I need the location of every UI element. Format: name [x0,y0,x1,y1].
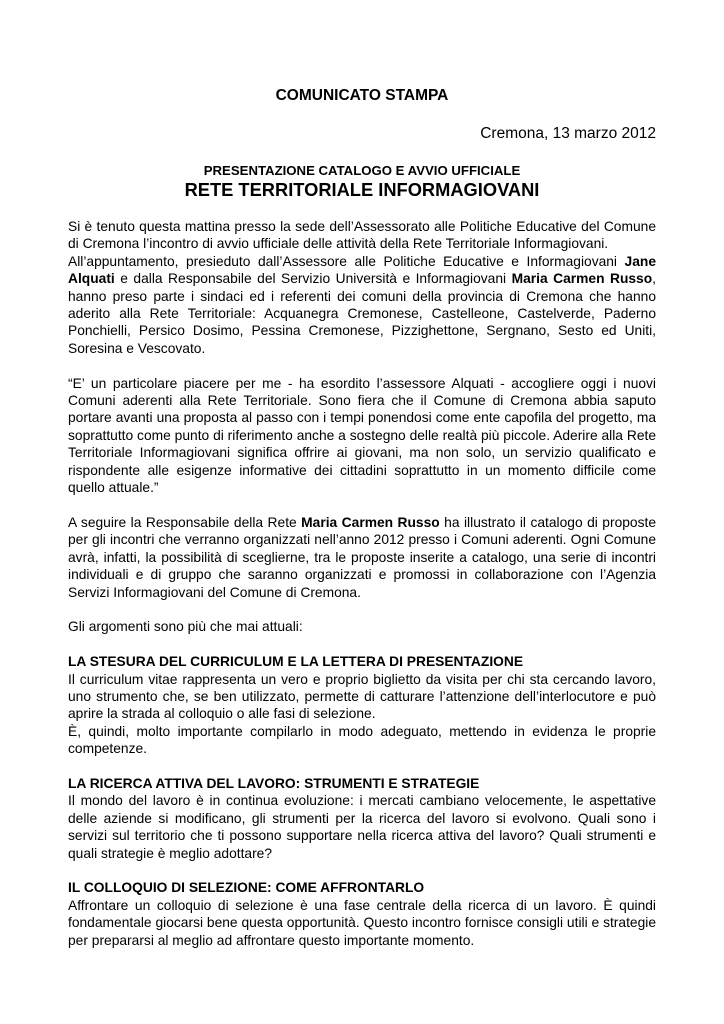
intro-text-b: e dalla Responsabile del Servizio Università e Informagiovani [114,271,512,287]
catalog-manager-name: Maria Carmen Russo [301,514,440,530]
document-body [68,218,656,949]
catalog-text-a: A seguire la Responsabile della Rete [68,514,302,530]
section-text-job-search: Il mondo del lavoro è in continua evoluzione: i mercati cambiano velocemente, le aspettative delle aziende si modificano, gli strumenti per la ricerca del lavoro si evolvono. Quali sono i servizi sul territorio che ti possono supportare nella ricerca attiva del lavoro? Quali strumenti e quali strategie è meglio adottare? [68,793,656,861]
intro-text-a: All’appuntamento, presieduto dall’Assessore alle Politiche Educative e Informagiovani [68,253,625,269]
assessor-name: Jane Alquati [68,253,656,287]
section-text-curriculum-2: È, quindi, molto importante compilarlo in modo adeguato, mettendo in evidenza le proprie competenze. [68,723,656,757]
section-text-interview: Affrontare un colloquio di selezione è una fase centrale della ricerca di un lavoro. È quindi fondamentale giocarsi bene questa opportunità. Questo incontro fornisce consigli utili e strategie per prepararsi al meglio ad affrontare questo importante momento. [68,897,656,948]
intro-text-c: , hanno preso parte i sindaci ed i referenti dei comuni della provincia di Cremona che hanno aderito alla Rete Territoriale: Acquanegra Cremonese, Castelleone, Castelverde, Paderno Ponchielli, Persico Dosimo, Pessina Cremonese, Pizzighettone, Sergnano, Sesto ed Uniti, Soresina e Vescovato. [68,271,656,356]
section-heading-interview: IL COLLOQUIO DI SELEZIONE: COME AFFRONTARLO [68,880,425,896]
intro-paragraph-1: Si è tenuto questa mattina presso la sede dell’Assessorato alle Politiche Educative del Comune di Cremona l’incontro di avvio ufficiale delle attività della Rete Territoriale Informagiovani. [68,219,656,252]
catalog-text-b: ha illustrato il catalogo di proposte per gli incontri che verranno organizzati nell’anno 2012 presso i Comuni aderenti. Ogni Comune avrà, infatti, la possibilità di sceglierne, tra le proposte inserite a catalogo, una serie di incontri individuali e di gruppo che saranno organizzati e promossi in collaborazione con l’Agenzia Servizi Informagiovani del Comune di Cremona. [68,514,656,600]
press-release-label: COMUNICATO STAMPA [275,87,449,104]
intro-paragraph-2 [68,253,656,357]
topics-intro: Gli argomenti sono più che mai attuali: [68,619,303,635]
document-title: RETE TERRITORIALE INFORMAGIOVANI [184,179,540,200]
section-heading-curriculum: LA STESURA DEL CURRICULUM E LA LETTERA DI PRESENTAZIONE [68,654,524,670]
catalog-paragraph [68,514,656,601]
section-heading-job-search: LA RICERCA ATTIVA DEL LAVORO: STRUMENTI E STRATEGIE [68,775,480,791]
document-subtitle: PRESENTAZIONE CATALOGO E AVVIO UFFICIALE [203,163,521,178]
quote-paragraph: “E’ un particolare piacere per me - ha esordito l’assessore Alquati - accogliere oggi i nuovi Comuni aderenti alla Rete Territoriale. Sono fiera che il Comune di Cremona abbia saputo portare avanti una proposta al passo con i tempi ponendosi come ente capofila del progetto, ma soprattutto come punto di riferimento anche a sostegno delle realtà più piccole. Aderire alla Rete Territoriale Informagiovani significa offrire ai giovani, ma non solo, un servizio qualificato e rispondente alle esigenze informative dei cittadini soprattutto in un momento difficile come quello attuale.” [68,375,656,496]
release-date: Cremona, 13 marzo 2012 [480,125,656,142]
section-text-curriculum-1: Il curriculum vitae rappresenta un vero e proprio biglietto da visita per chi sta cercando lavoro, uno strumento che, se ben utilizzato, permette di catturare l’attenzione dell’interlocutore e può aprire la strada al colloquio o alle fasi di selezione. [68,671,656,722]
manager-name: Maria Carmen Russo [511,271,653,287]
